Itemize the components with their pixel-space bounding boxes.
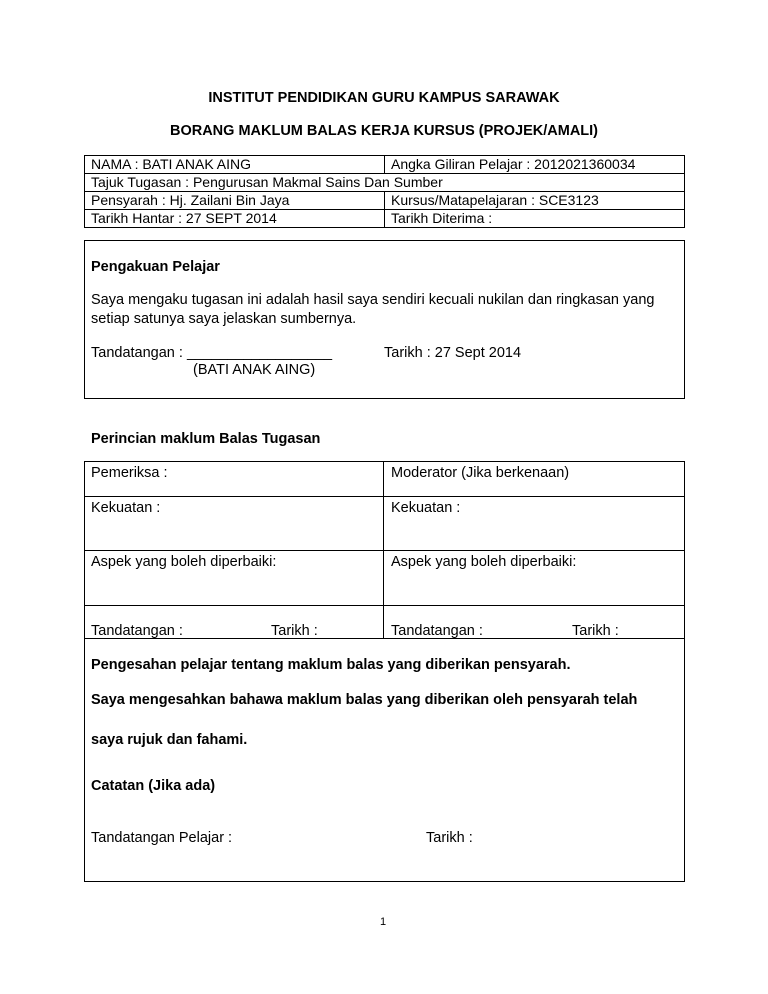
- table-row: [85, 174, 685, 192]
- nama-cell: NAMA : BATI ANAK AING: [85, 156, 385, 174]
- pengakuan-line-2: setiap satunya saya jelaskan sumbernya.: [91, 311, 357, 327]
- pengakuan-signature-label: Tandatangan : __________________: [91, 345, 333, 361]
- pengesahan-tarikh-label: Tarikh :: [426, 830, 473, 846]
- kekuatan-right-label: Kekuatan :: [391, 500, 461, 516]
- tandatangan-right-label: Tandatangan :: [391, 623, 483, 639]
- divider: [84, 496, 685, 497]
- pengesahan-heading: Pengesahan pelajar tentang maklum balas yang diberikan pensyarah.: [91, 657, 571, 673]
- tarikh-right-label: Tarikh :: [572, 623, 619, 639]
- kursus-cell: Kursus/Matapelajaran : SCE3123: [385, 192, 685, 210]
- tarikh-diterima-cell: Tarikh Diterima :: [385, 210, 685, 228]
- kekuatan-left-label: Kekuatan :: [91, 500, 161, 516]
- page-number: 1: [380, 916, 387, 928]
- catatan-label: Catatan (Jika ada): [91, 778, 216, 794]
- column-divider: [383, 461, 384, 638]
- table-row: [85, 192, 685, 210]
- institute-title: INSTITUT PENDIDIKAN GURU KAMPUS SARAWAK: [208, 90, 560, 106]
- table-row: [85, 156, 685, 174]
- pengesahan-line-2: saya rujuk dan fahami.: [91, 732, 248, 748]
- pengakuan-heading: Pengakuan Pelajar: [91, 259, 220, 275]
- pengakuan-line-1: Saya mengaku tugasan ini adalah hasil saya sendiri kecuali nukilan dan ringkasan yang: [91, 292, 655, 308]
- student-info-table: [84, 155, 685, 228]
- moderator-label: Moderator (Jika berkenaan): [391, 465, 570, 481]
- divider: [84, 605, 685, 606]
- aspek-right-label: Aspek yang boleh diperbaiki:: [391, 554, 577, 570]
- pensyarah-cell: Pensyarah : Hj. Zailani Bin Jaya: [85, 192, 385, 210]
- pengakuan-student-name: (BATI ANAK AING): [193, 362, 316, 378]
- pengakuan-date: Tarikh : 27 Sept 2014: [384, 345, 522, 361]
- tajuk-cell: Tajuk Tugasan : Pengurusan Makmal Sains Dan Sumber: [85, 174, 685, 192]
- tandatangan-pelajar-label: Tandatangan Pelajar :: [91, 830, 233, 846]
- perincian-heading: Perincian maklum Balas Tugasan: [91, 431, 321, 447]
- tarikh-hantar-cell: Tarikh Hantar : 27 SEPT 2014: [85, 210, 385, 228]
- pemeriksa-label: Pemeriksa :: [91, 465, 168, 481]
- divider: [84, 550, 685, 551]
- pengesahan-line-1: Saya mengesahkan bahawa maklum balas yang diberikan oleh pensyarah telah: [91, 692, 638, 708]
- aspek-left-label: Aspek yang boleh diperbaiki:: [91, 554, 277, 570]
- table-row: [85, 210, 685, 228]
- tandatangan-left-label: Tandatangan :: [91, 623, 183, 639]
- angka-giliran-cell: Angka Giliran Pelajar : 2012021360034: [385, 156, 685, 174]
- form-title: BORANG MAKLUM BALAS KERJA KURSUS (PROJEK/AMALI): [169, 123, 599, 139]
- tarikh-left-label: Tarikh :: [271, 623, 318, 639]
